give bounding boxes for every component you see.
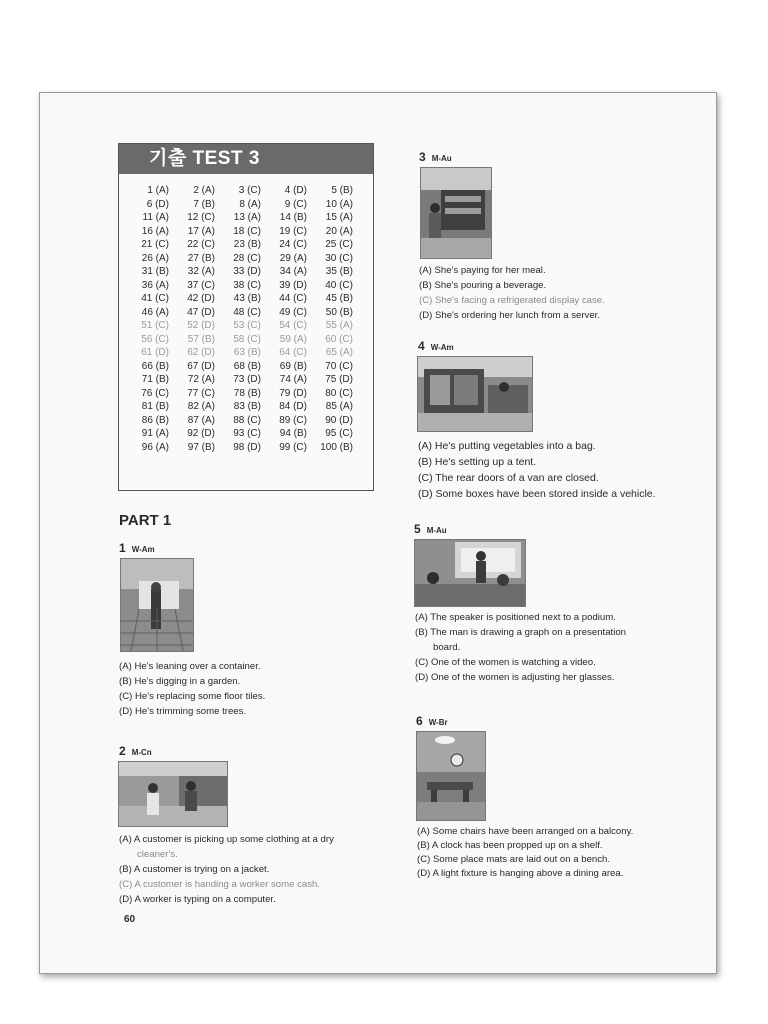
answer-cell: 63 (B) bbox=[233, 347, 261, 358]
question-2-header bbox=[119, 744, 152, 758]
option-b: (B) A customer is trying on a jacket. bbox=[119, 864, 270, 875]
answer-cell: 40 (C) bbox=[325, 279, 353, 291]
answer-cell: 89 (C) bbox=[279, 414, 307, 426]
answer-cell: 88 (C) bbox=[233, 414, 261, 426]
answer-cell: 58 (C) bbox=[233, 333, 261, 345]
answer-cell: 76 (C) bbox=[141, 387, 169, 399]
question-4-header bbox=[418, 339, 454, 353]
answer-cell: 73 (D) bbox=[233, 374, 261, 385]
page-number: 60 bbox=[124, 914, 136, 925]
answer-cell: 50 (B) bbox=[325, 306, 353, 318]
answer-cell: 68 (B) bbox=[233, 360, 261, 372]
part-title: PART 1 bbox=[119, 512, 172, 529]
option-c: (C) She's facing a refrigerated display case. bbox=[419, 295, 605, 306]
answer-cell: 39 (D) bbox=[279, 279, 307, 291]
option-a: (A) Some chairs have been arranged on a balcony. bbox=[417, 826, 634, 837]
answer-cell: 98 (D) bbox=[233, 441, 261, 453]
option-b: (B) The man is drawing a graph on a presentation bbox=[415, 627, 627, 638]
question-1-options bbox=[119, 659, 265, 719]
answer-cell: 13 (A) bbox=[233, 212, 261, 223]
option-a: (A) The speaker is positioned next to a podium. bbox=[415, 612, 616, 623]
option-d: (D) One of the women is adjusting her glasses. bbox=[415, 672, 615, 683]
question-6-photo bbox=[416, 731, 486, 821]
speaker-label: M-Au bbox=[426, 526, 447, 535]
answer-cell: 10 (A) bbox=[325, 198, 353, 210]
answer-cell: 56 (C) bbox=[141, 333, 169, 345]
option-b: (B) She's pouring a beverage. bbox=[419, 280, 547, 291]
answer-cell: 95 (C) bbox=[325, 428, 353, 439]
answer-key-box bbox=[118, 143, 374, 491]
answer-cell: 23 (B) bbox=[233, 239, 261, 250]
answer-cell: 35 (B) bbox=[325, 266, 353, 277]
answer-cell: 84 (D) bbox=[279, 401, 307, 412]
answer-cell: 82 (A) bbox=[187, 401, 215, 412]
answer-cell: 20 (A) bbox=[325, 225, 353, 237]
question-number: 1 bbox=[119, 541, 126, 555]
answer-cell: 94 (B) bbox=[279, 428, 307, 439]
answer-cell: 85 (A) bbox=[325, 401, 353, 412]
answer-cell: 6 (D) bbox=[146, 198, 169, 210]
answer-cell: 65 (A) bbox=[325, 347, 353, 358]
answer-cell: 27 (B) bbox=[187, 252, 215, 264]
answer-key-title: 기출 TEST 3 bbox=[119, 144, 373, 174]
answer-cell: 59 (A) bbox=[279, 333, 307, 345]
answer-cell: 14 (B) bbox=[279, 212, 307, 223]
answer-cell: 75 (D) bbox=[325, 374, 353, 385]
answer-cell: 16 (A) bbox=[141, 225, 169, 237]
question-1-photo bbox=[120, 558, 194, 652]
question-1-header bbox=[119, 541, 155, 555]
question-4-photo bbox=[417, 356, 533, 432]
question-5-photo bbox=[414, 539, 526, 607]
answer-cell: 47 (D) bbox=[187, 306, 215, 318]
answer-cell: 92 (D) bbox=[187, 428, 215, 439]
option-b-continued: board. bbox=[433, 642, 461, 653]
question-3-options bbox=[419, 263, 605, 323]
answer-cell: 72 (A) bbox=[187, 374, 215, 385]
answer-cell: 36 (A) bbox=[141, 279, 169, 291]
answer-cell: 30 (C) bbox=[325, 252, 353, 264]
answer-cell: 62 (D) bbox=[187, 347, 215, 358]
answer-cell: 83 (B) bbox=[233, 401, 261, 412]
answer-cell: 53 (C) bbox=[233, 320, 261, 331]
speaker-label: M-Au bbox=[431, 154, 452, 163]
question-6-header bbox=[416, 714, 448, 728]
answer-cell: 46 (A) bbox=[141, 306, 169, 318]
answer-cell: 24 (C) bbox=[279, 239, 307, 250]
question-number: 4 bbox=[418, 339, 425, 353]
answer-cell: 69 (B) bbox=[279, 360, 307, 372]
answer-cell: 87 (A) bbox=[187, 414, 215, 426]
answer-cell: 61 (D) bbox=[141, 347, 169, 358]
option-a: (A) He's putting vegetables into a bag. bbox=[418, 440, 596, 452]
answer-cell: 91 (A) bbox=[141, 428, 169, 439]
question-number: 2 bbox=[119, 744, 126, 758]
question-6-options bbox=[417, 825, 633, 881]
answer-cell: 22 (C) bbox=[187, 239, 215, 250]
option-c: (C) One of the women is watching a video. bbox=[415, 657, 596, 668]
option-c: (C) He's replacing some floor tiles. bbox=[119, 691, 266, 702]
answer-cell: 9 (C) bbox=[284, 198, 307, 210]
answer-cell: 11 (A) bbox=[142, 212, 169, 223]
answer-cell: 100 (B) bbox=[320, 441, 353, 453]
option-d: (D) She's ordering her lunch from a server. bbox=[419, 310, 600, 321]
answer-cell: 41 (C) bbox=[141, 293, 169, 304]
option-a: (A) He's leaning over a container. bbox=[119, 661, 261, 672]
speaker-label: W-Am bbox=[131, 545, 155, 554]
answer-cell: 1 (A) bbox=[147, 185, 169, 196]
speaker-label: W-Am bbox=[430, 343, 454, 352]
option-c: (C) Some place mats are laid out on a bench. bbox=[417, 854, 611, 865]
answer-cell: 2 (A) bbox=[193, 185, 215, 196]
option-b: (B) He's setting up a tent. bbox=[418, 456, 537, 468]
question-number: 3 bbox=[419, 150, 426, 164]
answer-cell: 51 (C) bbox=[141, 320, 169, 331]
answer-cell: 74 (A) bbox=[279, 374, 307, 385]
answer-cell: 55 (A) bbox=[325, 320, 353, 331]
answer-cell: 79 (D) bbox=[279, 387, 307, 399]
answer-cell: 19 (C) bbox=[279, 225, 307, 237]
answer-cell: 29 (A) bbox=[279, 252, 307, 264]
question-5-header bbox=[414, 522, 447, 536]
option-a: (A) She's paying for her meal. bbox=[419, 265, 546, 276]
answer-cell: 31 (B) bbox=[141, 266, 169, 277]
answer-cell: 86 (B) bbox=[141, 414, 169, 426]
speaker-label: W-Br bbox=[428, 718, 448, 727]
answer-cell: 71 (B) bbox=[141, 374, 169, 385]
answer-key-grid bbox=[119, 174, 373, 454]
answer-cell: 48 (C) bbox=[233, 306, 261, 318]
answer-cell: 18 (C) bbox=[233, 225, 261, 237]
answer-cell: 49 (C) bbox=[279, 306, 307, 318]
question-3-photo bbox=[420, 167, 492, 259]
answer-cell: 8 (A) bbox=[239, 198, 261, 210]
answer-cell: 99 (C) bbox=[279, 441, 307, 453]
speaker-label: M-Cn bbox=[131, 748, 152, 757]
answer-cell: 12 (C) bbox=[187, 212, 215, 223]
answer-cell: 90 (D) bbox=[325, 414, 353, 426]
question-number: 6 bbox=[416, 714, 423, 728]
option-a: (A) A customer is picking up some clothing at a dry bbox=[119, 834, 334, 845]
answer-cell: 25 (C) bbox=[325, 239, 353, 250]
answer-cell: 34 (A) bbox=[279, 266, 307, 277]
answer-cell: 97 (B) bbox=[187, 441, 215, 453]
option-d: (D) Some boxes have been stored inside a vehicle. bbox=[418, 488, 656, 500]
answer-cell: 96 (A) bbox=[141, 441, 169, 453]
option-d: (D) A light fixture is hanging above a dining area. bbox=[417, 868, 624, 879]
answer-cell: 3 (C) bbox=[238, 185, 261, 196]
answer-cell: 60 (C) bbox=[325, 333, 353, 345]
answer-cell: 57 (B) bbox=[187, 333, 215, 345]
answer-cell: 52 (D) bbox=[187, 320, 215, 331]
option-d: (D) A worker is typing on a computer. bbox=[119, 894, 276, 905]
answer-cell: 43 (B) bbox=[233, 293, 261, 304]
question-5-options bbox=[415, 610, 626, 685]
option-b: (B) A clock has been propped up on a shelf. bbox=[417, 840, 603, 851]
answer-cell: 77 (C) bbox=[187, 387, 215, 399]
option-c: (C) A customer is handing a worker some cash. bbox=[119, 879, 321, 890]
answer-cell: 42 (D) bbox=[187, 293, 215, 304]
answer-cell: 37 (C) bbox=[187, 279, 215, 291]
answer-cell: 81 (B) bbox=[141, 401, 169, 412]
question-2-photo bbox=[118, 761, 228, 827]
option-d: (D) He's trimming some trees. bbox=[119, 706, 247, 717]
answer-cell: 64 (C) bbox=[279, 347, 307, 358]
answer-cell: 15 (A) bbox=[325, 212, 353, 223]
question-2-options bbox=[119, 832, 334, 907]
question-3-header bbox=[419, 150, 452, 164]
answer-cell: 78 (B) bbox=[233, 387, 261, 399]
answer-cell: 44 (C) bbox=[279, 293, 307, 304]
answer-cell: 7 (B) bbox=[193, 198, 215, 210]
answer-cell: 21 (C) bbox=[141, 239, 169, 250]
answer-cell: 54 (C) bbox=[279, 320, 307, 331]
answer-cell: 93 (C) bbox=[233, 428, 261, 439]
answer-cell: 80 (C) bbox=[325, 387, 353, 399]
answer-cell: 32 (A) bbox=[187, 266, 215, 277]
answer-cell: 28 (C) bbox=[233, 252, 261, 264]
answer-cell: 66 (B) bbox=[141, 360, 169, 372]
question-4-options bbox=[418, 438, 656, 502]
option-a-continued: cleaner's. bbox=[137, 849, 178, 860]
question-number: 5 bbox=[414, 522, 421, 536]
answer-cell: 67 (D) bbox=[187, 360, 215, 372]
option-b: (B) He's digging in a garden. bbox=[119, 676, 241, 687]
answer-cell: 45 (B) bbox=[325, 293, 353, 304]
answer-cell: 17 (A) bbox=[187, 225, 215, 237]
answer-cell: 33 (D) bbox=[233, 266, 261, 277]
option-c: (C) The rear doors of a van are closed. bbox=[418, 472, 599, 484]
answer-cell: 70 (C) bbox=[325, 360, 353, 372]
answer-cell: 26 (A) bbox=[141, 252, 169, 264]
answer-cell: 38 (C) bbox=[233, 279, 261, 291]
answer-cell: 4 (D) bbox=[284, 185, 307, 196]
answer-cell: 5 (B) bbox=[331, 185, 353, 196]
